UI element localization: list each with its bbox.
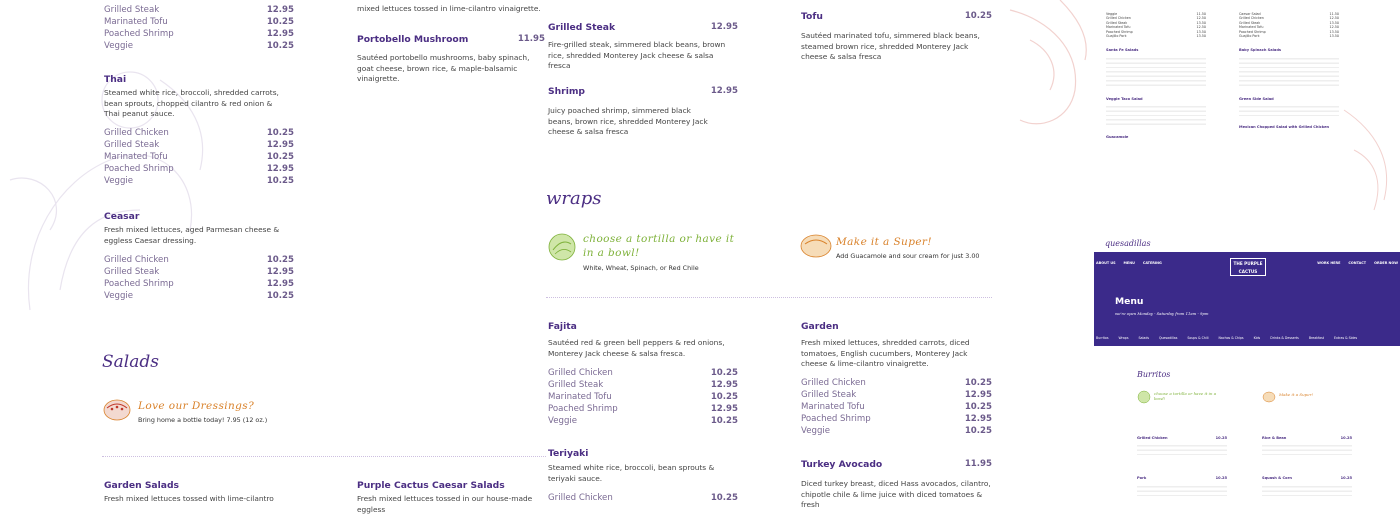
item-price: 10.25 <box>266 17 294 27</box>
mini-row: Rice & Bean 10.25 <box>1262 436 1352 440</box>
grilled-steak-desc: Fire-grilled steak, simmered black beans, brown rice, shredded Monterey Jack cheese & salsa fresca <box>548 40 726 71</box>
tortilla-promo-text: White, Wheat, Spinach, or Red Chile <box>583 264 699 272</box>
mini-heading: Guacamole <box>1106 135 1129 140</box>
price-row: Veggie 10.25 <box>104 175 294 186</box>
price-row: Veggie 10.25 <box>548 416 738 427</box>
dressings-promo-title: Love our Dressings? <box>138 400 255 412</box>
cactus-doodle-panel <box>1334 100 1400 230</box>
ceasar-title: Ceasar <box>104 211 140 222</box>
turkey-avocado-title: Turkey Avocado 11.95 <box>801 459 992 470</box>
garden-salads-section <box>104 480 304 505</box>
shrimp-section <box>548 86 738 138</box>
category-link[interactable]: Salads <box>1138 336 1149 340</box>
price-row: Grilled Steak 12.95 <box>548 380 738 391</box>
mini-row: Veggie 11.50 <box>1106 12 1206 16</box>
mini-row: Grilled Steak 13.50 <box>1239 20 1339 25</box>
price-row <box>104 16 294 28</box>
cactus-doodle-right <box>990 0 1100 140</box>
item-price: 12.95 <box>266 5 294 15</box>
teriyaki-desc: Steamed white rice, broccoli, bean sprouts & teriyaki sauce. <box>548 463 715 483</box>
garden-salads-title: Garden Salads <box>104 480 180 491</box>
category-link[interactable]: Drinks & Desserts <box>1270 336 1299 340</box>
dressings-promo <box>138 400 338 424</box>
dressings-promo-text: Bring home a bottle today! 7.95 (12 oz.) <box>138 416 268 424</box>
item-price: 12.95 <box>266 29 294 39</box>
mini-heading: Veggie Taco Salad <box>1106 96 1143 101</box>
garden-desc: Fresh mixed lettuces, shredded carrots, diced tomatoes, English cucumbers, Monterey Jack cheese & lime-cilantro vinaigrette. <box>801 338 970 369</box>
quesadillas-heading: quesadillas <box>1105 239 1151 248</box>
nav-link-contact[interactable]: CONTACT <box>1348 261 1367 265</box>
price-row: Poached Shrimp 12.95 <box>548 404 738 415</box>
garden-title: Garden <box>801 321 839 332</box>
item-name: Veggie <box>104 41 134 51</box>
nav-link-order[interactable]: ORDER NOW <box>1374 261 1398 265</box>
shrimp-title: Shrimp 12.95 <box>548 86 738 97</box>
price-row: Grilled Steak 12.95 <box>801 389 992 400</box>
fajita-title: Fajita <box>548 321 577 332</box>
mini-row: Guajillo Pork 13.50 <box>1239 34 1339 39</box>
price-row: Poached Shrimp 12.95 <box>104 163 294 174</box>
mini-row: Pork 10.25 <box>1137 476 1227 481</box>
website-logo[interactable]: THE PURPLE CACTUS <box>1230 258 1266 276</box>
website-thumbnail <box>1094 252 1400 346</box>
mini-row: Poached Shrimp 13.50 <box>1239 29 1339 34</box>
mini-row: Marinated Tofu 12.50 <box>1239 25 1339 30</box>
burrito-list-right <box>1262 436 1352 499</box>
super-bowl-icon <box>799 232 833 260</box>
price-row: Veggie 10.25 <box>801 425 992 436</box>
category-link[interactable]: Wraps <box>1118 336 1129 340</box>
mini-heading: Baby Spinach Salads <box>1239 48 1282 53</box>
teriyaki-title: Teriyaki <box>548 448 589 459</box>
tortilla-promo-title: choose a tortilla or have it in a bowl! <box>583 233 735 259</box>
portobello-desc: Sautéed portobello mushrooms, baby spinach, goat cheese, brown rice, & maple-balsamic vinaigrette. <box>357 53 530 84</box>
price-row: Grilled Chicken 10.25 <box>548 493 738 504</box>
mini-heading: Santa Fe Salads <box>1106 48 1139 53</box>
price-row: Marinated Tofu 10.25 <box>104 151 294 162</box>
nav-link-about[interactable]: ABOUT US <box>1096 261 1116 265</box>
price-row: Poached Shrimp 12.95 <box>104 279 294 290</box>
thumbnail-panel <box>1094 0 1400 500</box>
category-link[interactable]: Kids <box>1253 336 1261 340</box>
tofu-desc: Sautéed marinated tofu, simmered black beans, steamed brown rice, shredded Monterey Jack cheese & salsa fresca <box>801 31 980 62</box>
top-price-list <box>104 4 294 52</box>
price-row: Grilled Steak 12.95 <box>104 139 294 150</box>
item-name: Grilled Steak <box>104 5 160 15</box>
garden-salads-desc: Fresh mixed lettuces tossed with lime-cilantro <box>104 494 274 503</box>
mini-row: Squash & Corn 10.25 <box>1262 476 1352 481</box>
mini-menu-right <box>1239 6 1339 130</box>
burrito-list-left <box>1137 436 1227 499</box>
website-category-nav <box>1094 336 1400 340</box>
shrimp-desc: Juicy poached shrimp, simmered black beans, brown rice, shredded Monterey Jack cheese & salsa fresca <box>548 106 708 137</box>
price-row: Veggie 10.25 <box>104 291 294 302</box>
price-row: Marinated Tofu 10.25 <box>548 392 738 403</box>
purple-caesar-desc: Fresh mixed lettuces tossed in our house-made eggless <box>357 494 533 514</box>
website-hours: we're open Monday - Saturday from 11am - 9pm <box>1115 311 1209 316</box>
category-link[interactable]: Burritos <box>1096 336 1109 340</box>
category-link[interactable]: Breakfast <box>1308 336 1325 340</box>
salad-bowl-icon <box>102 396 132 422</box>
price-row <box>104 4 294 16</box>
tortilla-icon <box>1137 390 1151 404</box>
ceasar-section <box>104 211 294 302</box>
tofu-section <box>801 11 992 63</box>
portobello-section <box>357 34 545 85</box>
mini-row: Grilled Chicken 12.50 <box>1239 16 1339 21</box>
price-row <box>104 40 294 52</box>
mini-row: Guajillo Pork 13.50 <box>1106 34 1206 39</box>
price-row: Grilled Chicken 10.25 <box>104 255 294 266</box>
super-promo-text: Add Guacamole and sour cream for just 3.00 <box>836 252 980 260</box>
thai-section <box>104 74 294 187</box>
purple-caesar-section <box>357 480 557 515</box>
thai-title: Thai <box>104 74 127 85</box>
tofu-title: Tofu 10.25 <box>801 11 992 22</box>
divider <box>102 456 546 457</box>
mini-row: Marinated Tofu 12.50 <box>1106 25 1206 30</box>
category-link[interactable]: Quesadillas <box>1159 336 1178 340</box>
mini-row: Grilled Steak 13.50 <box>1106 20 1206 25</box>
mini-row: Grilled Chicken 12.50 <box>1106 16 1206 21</box>
ceasar-desc: Fresh mixed lettuces, aged Parmesan cheese & eggless Caesar dressing. <box>104 225 280 245</box>
super-bowl-icon <box>1262 390 1276 404</box>
garden-section <box>801 321 992 437</box>
tortilla-promo <box>583 232 738 272</box>
price-row: Grilled Steak 12.95 <box>104 267 294 278</box>
portobello-title: Portobello Mushroom 11.95 <box>357 34 545 45</box>
price-row: Grilled Chicken 10.25 <box>801 377 992 388</box>
salads-heading: Salads <box>102 352 159 372</box>
nav-link-catering[interactable]: CATERING <box>1142 261 1162 265</box>
grilled-steak-title: Grilled Steak 12.95 <box>548 22 738 33</box>
item-price: 10.25 <box>266 41 294 51</box>
mini-row: Poached Shrimp 13.50 <box>1106 29 1206 34</box>
grilled-steak-section <box>548 22 738 72</box>
top-desc: mixed lettuces tossed in lime-cilantro vinaigrette. <box>357 4 541 13</box>
nav-link-work[interactable]: WORK HERE <box>1317 261 1341 265</box>
item-name: Poached Shrimp <box>104 29 174 39</box>
price-row <box>104 28 294 40</box>
fajita-section <box>548 321 738 427</box>
price-row: Grilled Chicken 10.25 <box>104 127 294 138</box>
price-row: Poached Shrimp 12.95 <box>801 413 992 424</box>
mini-row: Caesar Salad 11.50 <box>1239 12 1339 16</box>
super-promo-title: Make it a Super! <box>836 236 932 248</box>
turkey-avocado-section <box>801 459 992 511</box>
mini-menu-left <box>1106 6 1206 140</box>
burritos-heading: Burritos <box>1137 370 1171 379</box>
mini-row: Grilled Chicken 10.25 <box>1137 436 1227 440</box>
category-link[interactable]: Nachos & Chips <box>1218 336 1244 340</box>
website-menu-title: Menu <box>1115 296 1144 307</box>
price-row: Marinated Tofu 10.25 <box>801 401 992 412</box>
category-link[interactable]: Extras & Sides <box>1334 336 1358 340</box>
burrito-promo-super: Make it a Super! <box>1279 392 1314 397</box>
turkey-avocado-desc: Diced turkey breast, diced Hass avocados, cilantro, chipotle chile & lime juice with diced tomatoes & fresh <box>801 479 991 510</box>
mini-heading: Mexican Chopped Salad with Grilled Chicken <box>1239 125 1330 130</box>
mini-heading: Green Side Salad <box>1239 96 1274 101</box>
nav-link-menu[interactable]: MENU <box>1123 261 1135 265</box>
item-name: Marinated Tofu <box>104 17 168 27</box>
price-row: Grilled Chicken 10.25 <box>548 368 738 379</box>
super-promo <box>836 236 996 260</box>
divider <box>546 297 992 298</box>
wraps-heading: wraps <box>546 188 602 209</box>
tortilla-icon <box>547 232 577 262</box>
category-link[interactable]: Soups & Chili <box>1187 336 1209 340</box>
teriyaki-section <box>548 448 738 504</box>
purple-caesar-title: Purple Cactus Caesar Salads <box>357 480 505 491</box>
fajita-desc: Sautéed red & green bell peppers & red onions, Monterey Jack cheese & salsa fresca. <box>548 338 725 358</box>
burrito-promo-tortilla: choose a tortilla or have it in a bowl! <box>1154 391 1217 401</box>
thai-desc: Steamed white rice, broccoli, shredded carrots, bean sprouts, chopped cilantro & red onion & Thai peanut sauce. <box>104 88 279 119</box>
